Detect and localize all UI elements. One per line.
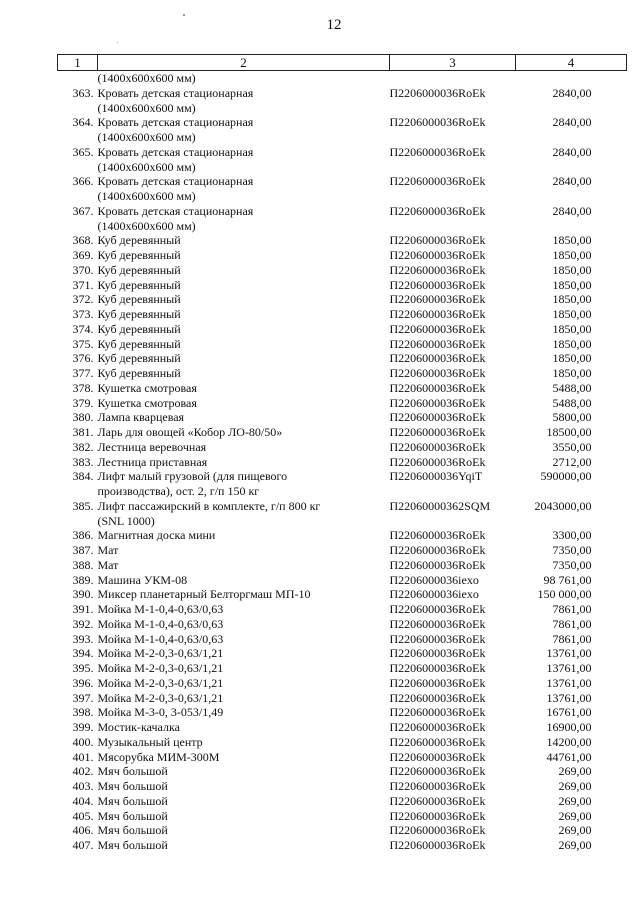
item-name: (1400х600х600 мм) [97, 218, 196, 233]
table-row [58, 838, 627, 853]
item-name: (1400х600х600 мм) [97, 189, 196, 203]
table-row [58, 189, 627, 204]
row-number: 378. [72, 380, 94, 395]
row-number: 387. [72, 543, 94, 557]
item-name: Мостик-качалка [97, 720, 180, 734]
row-number: 400. [72, 734, 94, 749]
table-row [58, 322, 627, 337]
table-row [58, 337, 627, 352]
inventory-code: П2206000036RoEk [389, 248, 486, 262]
item-name: Куб деревянный [97, 307, 181, 321]
item-price: 269,00 [558, 779, 592, 793]
header-row [58, 55, 627, 71]
item-price: 1850,00 [552, 277, 592, 292]
item-name: Кровать детская стационарная [97, 144, 254, 159]
item-price: 1850,00 [552, 366, 592, 380]
inventory-code: П2206000036RoEk [389, 690, 486, 705]
item-price: 1850,00 [552, 336, 592, 351]
row-number: 395. [72, 661, 94, 675]
item-name: Мойка М-3-0, 3-053/1,49 [97, 705, 224, 720]
table-row [58, 735, 627, 750]
item-price: 2840,00 [552, 203, 592, 218]
inventory-code: П2206000036RoEk [389, 823, 486, 838]
inventory-code: П2206000036RoEk [389, 336, 486, 351]
inventory-code: П2206000036RoEk [389, 661, 486, 675]
item-price: 98 761,00 [543, 572, 592, 587]
table-row [58, 543, 627, 558]
item-price: 2840,00 [552, 85, 592, 100]
item-name: Мяч большой [97, 793, 168, 808]
item-name: Куб деревянный [97, 233, 181, 248]
inventory-code: П2206000036RoEk [389, 307, 486, 321]
table-row [58, 115, 627, 130]
item-price: 13761,00 [546, 675, 592, 690]
item-price: 1850,00 [552, 292, 592, 307]
table-row [58, 528, 627, 543]
item-name: Музыкальный центр [97, 734, 203, 749]
scan-speck [117, 42, 118, 43]
row-number: 388. [72, 557, 94, 572]
table-row [58, 145, 627, 160]
inventory-code: П2206000036RoEk [389, 616, 486, 631]
table-row [58, 292, 627, 307]
table-row [58, 219, 627, 234]
item-price: 269,00 [558, 838, 592, 852]
item-name: Куб деревянный [97, 277, 181, 292]
row-number: 366. [72, 174, 94, 189]
item-name: Мяч большой [97, 823, 168, 838]
inventory-code: П2206000036RoEk [389, 705, 486, 720]
item-name: Мат [97, 543, 119, 557]
item-name: Кровать детская стационарная [97, 174, 254, 189]
inventory-code: П2206000036RoEk [389, 528, 486, 543]
item-price: 14200,00 [546, 734, 592, 749]
item-price: 5800,00 [552, 410, 592, 425]
item-name: Лифт пассажирский в комплекте, г/п 800 кг [97, 498, 321, 513]
table-row [58, 130, 627, 145]
row-number: 374. [72, 321, 94, 336]
item-name: Мяч большой [97, 838, 168, 852]
table-row [58, 278, 627, 293]
item-price: 3300,00 [552, 528, 592, 543]
row-number: 370. [72, 262, 94, 277]
item-price: 18500,00 [546, 425, 592, 439]
item-price: 2043000,00 [534, 498, 592, 513]
row-number: 373. [72, 307, 94, 321]
row-number: 404. [72, 793, 94, 808]
table-row [58, 809, 627, 824]
inventory-code: П2206000036RoEk [389, 115, 486, 130]
item-name: (1400х600х600 мм) [97, 130, 196, 144]
row-number: 382. [72, 439, 94, 454]
inventory-code: П2206000036RoEk [389, 366, 486, 380]
row-number: 396. [72, 675, 94, 690]
table-row [58, 381, 627, 396]
row-number: 402. [72, 764, 94, 779]
row-number: 397. [72, 690, 94, 705]
item-name: Кровать детская стационарная [97, 85, 254, 100]
inventory-code: П2206000036RoEk [389, 779, 486, 793]
inventory-code: П2206000036RoEk [389, 808, 486, 823]
row-number: 401. [72, 749, 94, 764]
table-row [58, 764, 627, 779]
item-name: Кровать детская стационарная [97, 115, 254, 130]
table-row [58, 410, 627, 425]
item-name: Мяч большой [97, 779, 168, 793]
inventory-code: П2206000036RoEk [389, 380, 486, 395]
row-number: 375. [72, 336, 94, 351]
table-row [58, 351, 627, 366]
row-number: 377. [72, 366, 94, 380]
table-row [58, 366, 627, 381]
table-row [58, 617, 627, 632]
item-name: Куб деревянный [97, 366, 181, 380]
table-row [58, 632, 627, 647]
table-row [58, 455, 627, 470]
item-name: Мойка М-1-0,4-0,63/0,63 [97, 602, 224, 616]
row-number: 391. [72, 602, 94, 616]
item-name: Мойка М-2-0,3-0,63/1,21 [97, 690, 224, 705]
item-price: 5488,00 [552, 380, 592, 395]
item-price: 1850,00 [552, 321, 592, 336]
table-row [58, 204, 627, 219]
item-price: 1850,00 [552, 248, 592, 262]
item-name: (1400х600х600 мм) [97, 71, 196, 85]
inventory-code: П2206000036RoEk [389, 749, 486, 764]
inventory-code: П2206000036RoEk [389, 321, 486, 336]
item-name: (1400х600х600 мм) [97, 100, 196, 115]
item-name: Куб деревянный [97, 321, 181, 336]
table-row [58, 233, 627, 248]
row-number: 372. [72, 292, 94, 307]
inventory-code: П2206000036RoEk [389, 543, 486, 557]
table-row [58, 514, 627, 529]
item-price: 7350,00 [552, 543, 592, 557]
item-name: Магнитная доска мини [97, 528, 216, 543]
item-price: 2840,00 [552, 174, 592, 189]
item-name: Кровать детская стационарная [97, 203, 254, 218]
table-row [58, 248, 627, 263]
item-price: 269,00 [558, 793, 592, 808]
row-number: 380. [72, 410, 94, 425]
table-row [58, 823, 627, 838]
item-price: 150 000,00 [537, 587, 592, 602]
inventory-code: П2206000036RoEk [389, 351, 486, 366]
inventory-code: П2206000036iexo [389, 587, 479, 602]
table-row [58, 263, 627, 278]
row-number: 386. [72, 528, 94, 543]
item-price: 44761,00 [546, 749, 592, 764]
row-number: 406. [72, 823, 94, 838]
inventory-code: П2206000036RoEk [389, 764, 486, 779]
inventory-table [57, 54, 627, 853]
inventory-code: П2206000036RoEk [389, 720, 486, 734]
item-price: 5488,00 [552, 395, 592, 410]
inventory-code: П2206000036RoEk [389, 631, 486, 646]
inventory-code: П22060000362SQM [389, 498, 491, 513]
table-body [58, 71, 627, 853]
row-number: 405. [72, 808, 94, 823]
item-name: Ларь для овощей «Кобор ЛО-80/50» [97, 425, 283, 439]
table-row [58, 573, 627, 588]
item-name: Мясорубка МИМ-300М [97, 749, 220, 764]
item-name: Мат [97, 557, 119, 572]
row-number: 379. [72, 395, 94, 410]
item-price: 269,00 [558, 764, 592, 779]
table-row [58, 86, 627, 101]
column-header: 2 [98, 55, 390, 71]
inventory-code: П2206000036RoEk [389, 174, 486, 189]
inventory-code: П2206000036RoEk [389, 793, 486, 808]
page-number: 12 [326, 17, 342, 33]
table-row [58, 71, 627, 86]
table-row [58, 794, 627, 809]
table-row [58, 720, 627, 735]
item-name: Мойка М-1-0,4-0,63/0,63 [97, 631, 224, 646]
column-header: 1 [58, 55, 98, 71]
inventory-code: П2206000036RoEk [389, 602, 486, 616]
item-name: Мяч большой [97, 764, 168, 779]
item-price: 1850,00 [552, 307, 592, 321]
table-row [58, 425, 627, 440]
table-row [58, 750, 627, 765]
table-row [58, 587, 627, 602]
item-name: Мойка М-2-0,3-0,63/1,21 [97, 646, 224, 661]
row-number: 392. [72, 616, 94, 631]
row-number: 384. [72, 469, 94, 484]
row-number: 381. [72, 425, 94, 439]
table-row [58, 160, 627, 175]
row-number: 383. [72, 454, 94, 469]
row-number: 385. [72, 498, 94, 513]
inventory-code: П2206000036YqiT [389, 469, 483, 484]
item-price: 2712,00 [552, 454, 592, 469]
inventory-code: П2206000036RoEk [389, 675, 486, 690]
item-price: 2840,00 [552, 115, 592, 130]
item-price: 16900,00 [546, 720, 592, 734]
inventory-code: П2206000036RoEk [389, 439, 486, 454]
item-price: 7861,00 [552, 616, 592, 631]
item-price: 3550,00 [552, 439, 592, 454]
column-header: 4 [516, 55, 627, 71]
table-row [58, 101, 627, 116]
inventory-code: П2206000036RoEk [389, 292, 486, 307]
item-name: Куб деревянный [97, 336, 181, 351]
table-row [58, 174, 627, 189]
item-price: 2840,00 [552, 144, 592, 159]
item-price: 16761,00 [546, 705, 592, 720]
inventory-code: П2206000036RoEk [389, 410, 486, 425]
row-number: 389. [72, 572, 94, 587]
row-number: 393. [72, 631, 94, 646]
inventory-code: П2206000036RoEk [389, 85, 486, 100]
item-price: 7861,00 [552, 631, 592, 646]
inventory-code: П2206000036RoEk [389, 838, 486, 852]
item-name: производства), ост. 2, г/п 150 кг [97, 484, 260, 498]
item-name: Лестница веревочная [97, 439, 207, 454]
item-name: Машина УКМ-08 [97, 572, 188, 587]
inventory-code: П2206000036RoEk [389, 262, 486, 277]
table-row [58, 558, 627, 573]
item-name: Кушетка смотровая [97, 380, 197, 395]
row-number: 367. [72, 203, 94, 218]
row-number: 398. [72, 705, 94, 720]
item-price: 7350,00 [552, 557, 592, 572]
row-number: 407. [72, 838, 94, 852]
inventory-code: П2206000036RoEk [389, 557, 486, 572]
scan-speck [183, 14, 185, 16]
row-number: 363. [72, 85, 94, 100]
table-row [58, 499, 627, 514]
table-row [58, 396, 627, 411]
inventory-code: П2206000036RoEk [389, 395, 486, 410]
item-price: 590000,00 [540, 469, 592, 484]
table-row [58, 602, 627, 617]
item-price: 7861,00 [552, 602, 592, 616]
inventory-code: П2206000036RoEk [389, 734, 486, 749]
item-price: 13761,00 [546, 661, 592, 675]
item-price: 1850,00 [552, 351, 592, 366]
inventory-code: П2206000036RoEk [389, 646, 486, 661]
item-price: 1850,00 [552, 262, 592, 277]
inventory-code: П2206000036RoEk [389, 233, 486, 248]
item-price: 269,00 [558, 808, 592, 823]
row-number: 371. [72, 277, 94, 292]
row-number: 365. [72, 144, 94, 159]
item-price: 1850,00 [552, 233, 592, 248]
item-name: Лестница приставная [97, 454, 208, 469]
item-name: Мяч большой [97, 808, 168, 823]
inventory-code: П2206000036RoEk [389, 425, 486, 439]
item-name: Миксер планетарный Белторгмаш МП-10 [97, 587, 311, 602]
row-number: 364. [72, 115, 94, 130]
item-price: 13761,00 [546, 690, 592, 705]
row-number: 390. [72, 587, 94, 602]
item-name: Лифт малый грузовой (для пищевого [97, 469, 288, 484]
item-name: Мойка М-2-0,3-0,63/1,21 [97, 661, 224, 675]
inventory-code: П2206000036RoEk [389, 454, 486, 469]
inventory-code: П2206000036RoEk [389, 144, 486, 159]
item-price: 269,00 [558, 823, 592, 838]
table-row [58, 779, 627, 794]
table-row [58, 661, 627, 676]
row-number: 376. [72, 351, 94, 366]
item-name: Мойка М-1-0,4-0,63/0,63 [97, 616, 224, 631]
item-name: Куб деревянный [97, 248, 181, 262]
inventory-code: П2206000036iexo [389, 572, 479, 587]
row-number: 369. [72, 248, 94, 262]
item-name: (1400х600х600 мм) [97, 159, 196, 174]
table-row [58, 307, 627, 322]
item-name: Куб деревянный [97, 262, 181, 277]
item-name: Мойка М-2-0,3-0,63/1,21 [97, 675, 224, 690]
table-row [58, 646, 627, 661]
item-name: Куб деревянный [97, 292, 181, 307]
column-header: 3 [390, 55, 516, 71]
item-name: Кушетка смотровая [97, 395, 197, 410]
table-row [58, 676, 627, 691]
row-number: 399. [72, 720, 94, 734]
table-row [58, 691, 627, 706]
item-name: Куб деревянный [97, 351, 181, 366]
table-row [58, 705, 627, 720]
inventory-code: П2206000036RoEk [389, 277, 486, 292]
row-number: 368. [72, 233, 94, 248]
inventory-code: П2206000036RoEk [389, 203, 486, 218]
table-row [58, 440, 627, 455]
row-number: 394. [72, 646, 94, 661]
row-number: 403. [72, 779, 94, 793]
table-row [58, 484, 627, 499]
item-price: 13761,00 [546, 646, 592, 661]
item-name: (SNL 1000) [97, 513, 155, 528]
item-name: Лампа кварцевая [97, 410, 185, 425]
table-row [58, 469, 627, 484]
